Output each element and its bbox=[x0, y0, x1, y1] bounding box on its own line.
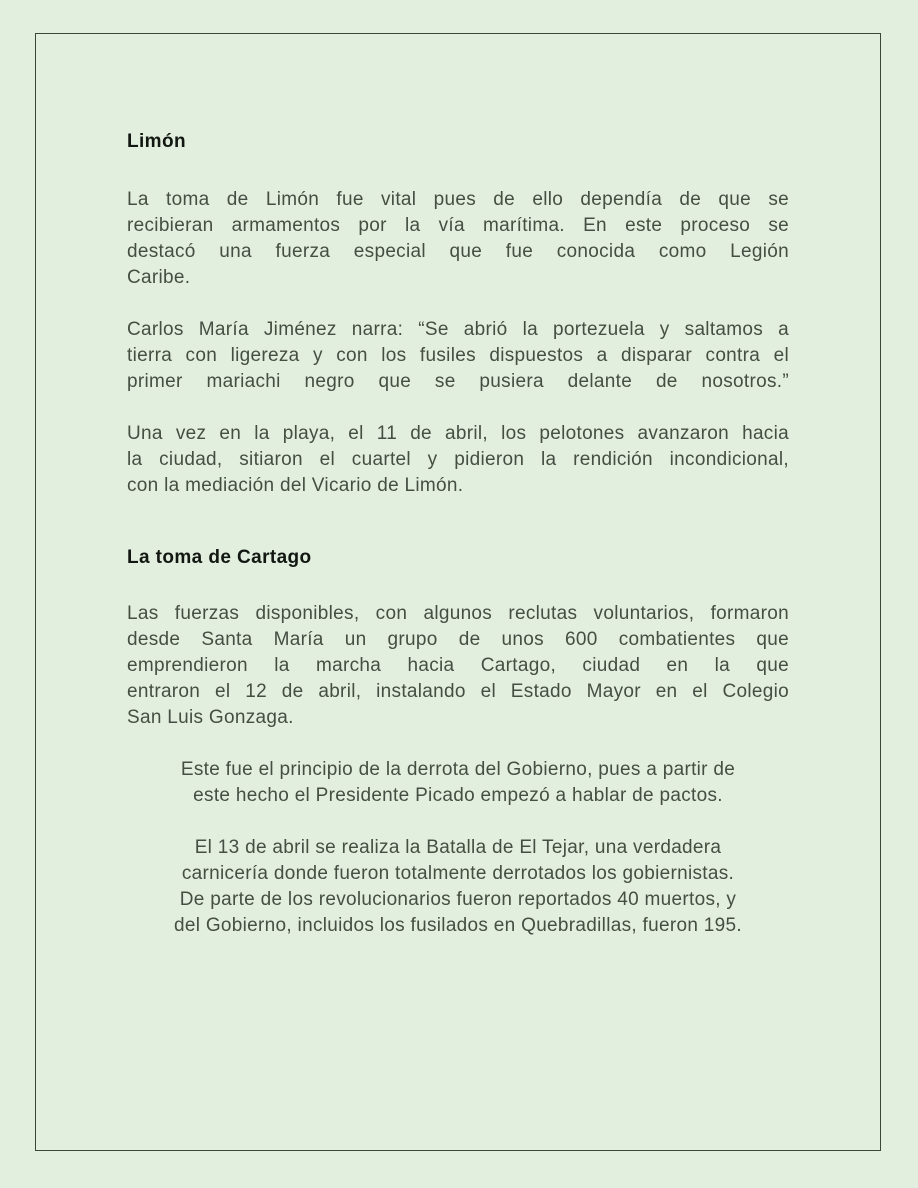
page-frame bbox=[35, 33, 881, 1151]
text-line: Carlos María Jiménez narra: “Se abrió la portezuela y saltamos a bbox=[127, 319, 789, 340]
section-heading-cartago: La toma de Cartago bbox=[127, 547, 312, 568]
text-line: carnicería donde fueron totalmente derrotados los gobiernistas. bbox=[181, 863, 735, 884]
text-line: San Luis Gonzaga. bbox=[127, 707, 294, 728]
paragraph-principio-derrota bbox=[127, 757, 789, 809]
text-line: Caribe. bbox=[127, 267, 191, 288]
text-line: Una vez en la playa, el 11 de abril, los pelotones avanzaron hacia bbox=[127, 423, 789, 444]
paragraph-batalla-el-tejar bbox=[127, 835, 789, 939]
paragraph-fuerzas-disponibles bbox=[127, 601, 789, 731]
text-line: La toma de Limón fue vital pues de ello dependía de que se bbox=[127, 189, 789, 210]
text-line: con la mediación del Vicario de Limón. bbox=[127, 475, 464, 496]
text-line: tierra con ligereza y con los fusiles dispuestos a disparar contra el bbox=[127, 345, 789, 366]
text-line: del Gobierno, incluidos los fusilados en Quebradillas, fueron 195. bbox=[174, 915, 742, 936]
text-line: emprendieron la marcha hacia Cartago, ciudad en la que bbox=[127, 655, 789, 676]
paragraph-cita-jimenez bbox=[127, 317, 789, 395]
text-line: entraron el 12 de abril, instalando el Estado Mayor en el Colegio bbox=[127, 681, 789, 702]
text-line: primer mariachi negro que se pusiera delante de nosotros.” bbox=[127, 371, 789, 392]
text-line: De parte de los revolucionarios fueron reportados 40 muertos, y bbox=[179, 889, 737, 910]
text-line: Este fue el principio de la derrota del Gobierno, pues a partir de bbox=[180, 759, 736, 780]
text-line: destacó una fuerza especial que fue conocida como Legión bbox=[127, 241, 789, 262]
section-heading-limon: Limón bbox=[127, 131, 186, 152]
text-line: recibieran armamentos por la vía marítima. En este proceso se bbox=[127, 215, 789, 236]
text-line: Las fuerzas disponibles, con algunos reclutas voluntarios, formaron bbox=[127, 603, 789, 624]
text-line: la ciudad, sitiaron el cuartel y pidieron la rendición incondicional, bbox=[127, 449, 789, 470]
text-line: desde Santa María un grupo de unos 600 combatientes que bbox=[127, 629, 789, 650]
paragraph-toma-limon bbox=[127, 187, 789, 291]
text-line: este hecho el Presidente Picado empezó a hablar de pactos. bbox=[193, 785, 723, 806]
document-content bbox=[127, 129, 789, 965]
paragraph-playa-abril bbox=[127, 421, 789, 499]
text-line: El 13 de abril se realiza la Batalla de El Tejar, una verdadera bbox=[194, 837, 722, 858]
